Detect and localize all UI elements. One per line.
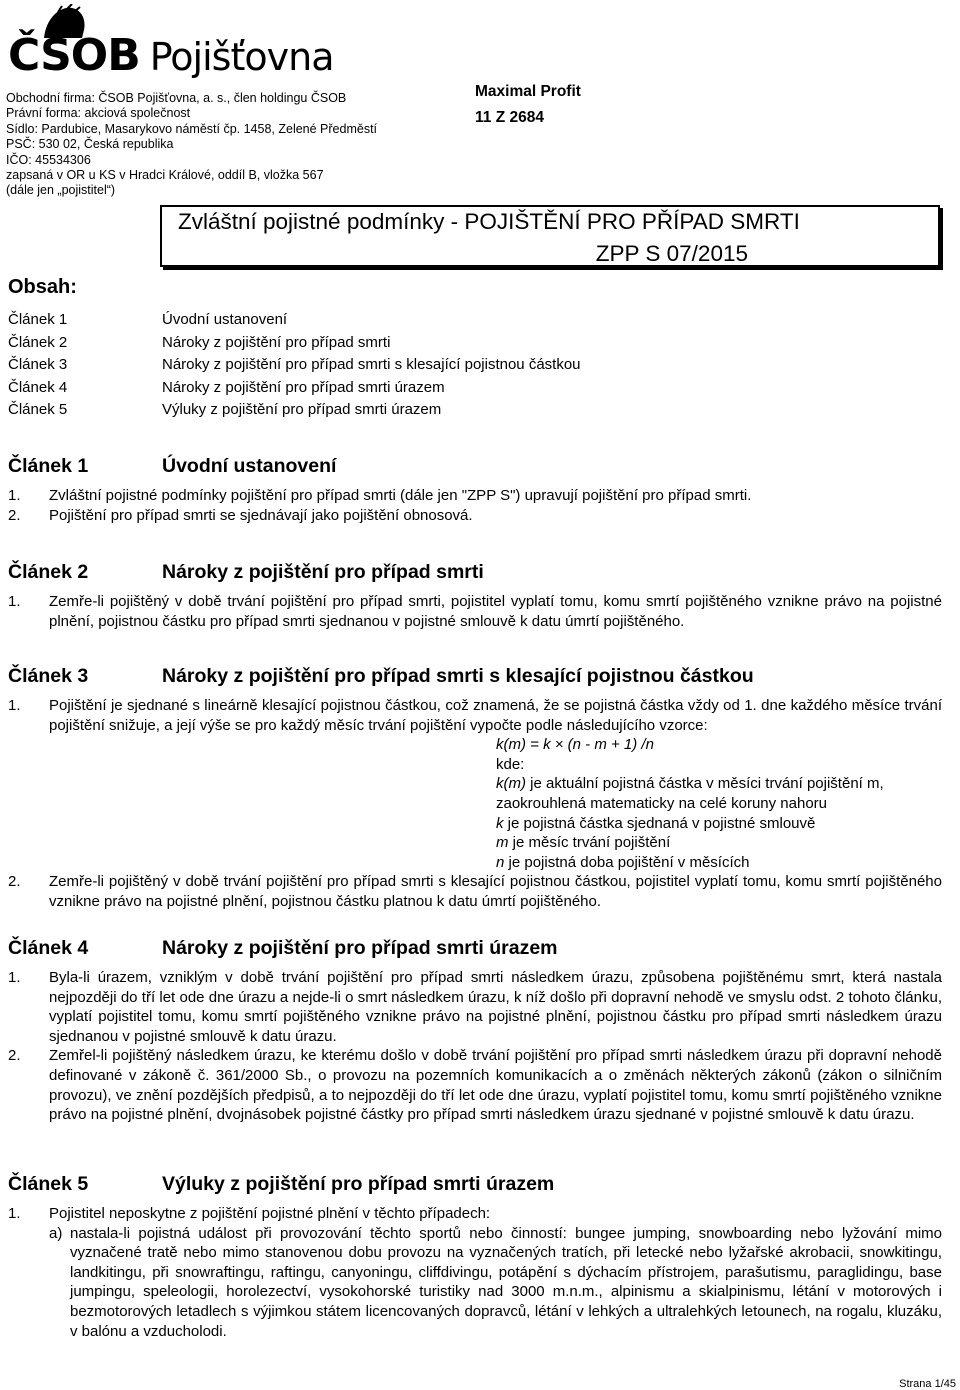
article-2-body: [8, 592, 942, 631]
sub-paragraph: [8, 1224, 942, 1342]
toc-item-title: Úvodní ustanovení: [162, 311, 288, 328]
logo-wordmark: [8, 30, 334, 81]
article-title: Nároky z pojištění pro případ smrti úrazem: [162, 937, 558, 959]
formula-def-km: [496, 774, 946, 794]
article-title: Nároky z pojištění pro případ smrti s klesající pojistnou částkou: [162, 665, 754, 687]
document-title: Zvláštní pojistné podmínky - POJIŠTĚNÍ PRO PŘÍPAD SMRTI: [178, 209, 800, 234]
toc-item-number: Článek 4: [8, 378, 68, 396]
paragraph: [8, 1204, 942, 1224]
definition: je měsíc trvání pojištění: [508, 834, 671, 852]
definition: je aktuální pojistná částka v měsíci trvání pojištění m,: [526, 775, 884, 793]
toc-heading: Obsah:: [8, 276, 77, 298]
paragraph: [8, 506, 942, 526]
article-3-body: [8, 696, 942, 912]
paragraph-text: Zvláštní pojistné podmínky pojištění pro případ smrti (dále jen "ZPP S") upravují pojištění pro případ smrti.: [49, 487, 752, 504]
paragraph-number: 2.: [8, 506, 21, 524]
paragraph: [8, 486, 942, 506]
company-line: (dále jen „pojistitel“): [6, 183, 116, 198]
paragraph: [8, 968, 942, 1046]
product-code: 11 Z 2684: [475, 109, 544, 126]
paragraph-text: Pojištění pro případ smrti se sjednávají jako pojištění obnosová.: [49, 506, 473, 524]
paragraph-text: Zemřel-li pojištěný následkem úrazu, ke kterému došlo v době trvání pojištění pro případ smrti následkem úrazu při dopravní nehodě definované v zákoně č. 361/2000 Sb., o provozu na pozemních komunikacích a o změnách některých zákonů (zákon o silničním provozu), ve znění pozdějších předpisů, a to nejpozději do tří let ode dne úrazu, vyplatí pojistitel tomu, komu smrtí pojištěného vznikne právo na pojistné plnění, dvojnásobek pojistné částky pro případ smrti následkem úrazu sjednané v pojistné smlouvě k datu úrazu.: [49, 1047, 942, 1124]
document-code: ZPP S 07/2015: [595, 241, 748, 266]
article-label: Článek 1: [8, 455, 89, 477]
paragraph: [8, 872, 942, 911]
symbol: k: [496, 814, 504, 832]
formula-def-n: [496, 853, 946, 873]
toc-item-title: Nároky z pojištění pro případ smrti: [162, 333, 391, 351]
formula-def-km-cont: zaokrouhlená matematicky na celé koruny nahoru: [496, 794, 828, 812]
paragraph-text: Pojistitel neposkytne z pojištění pojistné plnění v těchto případech:: [49, 1205, 491, 1222]
toc-item-number: Článek 2: [8, 333, 68, 351]
formula-def-k: [496, 814, 946, 834]
paragraph: [8, 696, 942, 735]
definition: je pojistná částka sjednaná v pojistné smlouvě: [503, 814, 816, 832]
company-line: IČO: 45534306: [6, 152, 91, 167]
paragraph-number: 1.: [8, 593, 21, 610]
company-line: zapsaná v OR u KS v Hradci Králové, oddíl B, vložka 567: [6, 168, 324, 183]
logo-sub: Pojišťovna: [149, 35, 334, 79]
paragraph-number: 1.: [8, 697, 21, 714]
symbol: m: [496, 834, 509, 852]
article-5-body: [8, 1204, 942, 1341]
paragraph-number: 1.: [8, 1205, 21, 1222]
logo-brand: ČSOB: [8, 30, 140, 81]
paragraph-number: 2.: [8, 873, 21, 891]
paragraph-number: 1.: [8, 969, 21, 986]
document-title-box: [160, 205, 940, 267]
formula-block: [496, 735, 946, 872]
company-line: Právní forma: akciová společnost: [6, 106, 191, 121]
formula-def-m: [496, 833, 946, 853]
paragraph-text: Byla-li úrazem, vzniklým v době trvání pojištění pro případ smrti následkem úrazu, způsobena pojištěnému smrt, která nastala nejpozději do tří let ode dne úrazu a nejde-li o smrt následkem úrazu, k níž došlo při dopravní nehodě ve smyslu odst. 2 tohoto článku, vyplatí pojistitel tomu, komu smrtí pojištěného vznikne právo na pojistné plnění, pojistnou částku pro případ smrti následkem úrazu sjednanou v pojistné smlouvě k datu úrazu.: [49, 969, 942, 1045]
sub-paragraph-letter: a): [49, 1224, 63, 1242]
formula-kde: kde:: [496, 755, 525, 773]
definition: je pojistná doba pojištění v měsících: [504, 853, 750, 871]
paragraph-number: 2.: [8, 1047, 21, 1065]
symbol: n: [496, 853, 505, 871]
product-info: [475, 79, 581, 131]
toc-item-title: Výluky z pojištění pro případ smrti úrazem: [162, 401, 442, 418]
article-title: Výluky z pojištění pro případ smrti úrazem: [162, 1173, 555, 1195]
article-label: Článek 3: [8, 665, 89, 687]
paragraph-text: Zemře-li pojištěný v době trvání pojištění pro případ smrti s klesající pojistnou částkou, pojistitel vyplatí tomu, komu smrtí pojištěného vznikne právo na pojistné plnění, pojistnou částku platnou k datu úmrtí pojištěného.: [49, 873, 942, 910]
paragraph-text: Pojištění je sjednané s lineárně klesající pojistnou částkou, což znamená, že se pojistná částka vždy od 1. dne každého měsíce trvání pojištění snižuje, a její výše se pro každý měsíc trvání pojištění vypočte podle následujícího vzorce:: [49, 697, 942, 734]
company-line: PSČ: 530 02, Česká republika: [6, 137, 174, 152]
company-line: Sídlo: Pardubice, Masarykovo náměstí čp. 1458, Zelené Předměstí: [6, 121, 378, 136]
toc-item-title: Nároky z pojištění pro případ smrti úrazem: [162, 378, 445, 396]
paragraph: [8, 592, 942, 631]
article-label: Článek 2: [8, 561, 89, 583]
paragraph-number: 1.: [8, 487, 21, 504]
article-title: Nároky z pojištění pro případ smrti: [162, 561, 484, 583]
company-line: Obchodní firma: ČSOB Pojišťovna, a. s., člen holdingu ČSOB: [6, 91, 347, 105]
csob-logo: [8, 4, 334, 84]
company-info: [6, 91, 377, 199]
symbol: k(m): [496, 775, 526, 793]
article-label: Článek 4: [8, 937, 89, 959]
toc-item-title: Nároky z pojištění pro případ smrti s klesající pojistnou částkou: [162, 356, 581, 373]
formula-expression: k(m) = k × (n - m + 1) /n: [496, 736, 654, 754]
paragraph: [8, 1046, 942, 1124]
article-4-body: [8, 968, 942, 1125]
product-name: Maximal Profit: [475, 83, 581, 100]
toc-item-number: Článek 1: [8, 311, 68, 328]
article-title: Úvodní ustanovení: [162, 455, 337, 477]
toc-item-number: Článek 5: [8, 401, 68, 418]
paragraph-text: Zemře-li pojištěný v době trvání pojištění pro případ smrti, pojistitel vyplatí tomu, komu smrtí pojištěného vznikne právo na pojistné plnění, pojistnou částku pro případ smrti sjednanou v pojistné smlouvě k datu úmrtí pojištěného.: [49, 593, 942, 630]
article-label: Článek 5: [8, 1173, 89, 1195]
article-1-body: [8, 486, 942, 525]
toc-item-number: Článek 3: [8, 356, 68, 373]
page-number: Strana 1/45: [899, 1378, 956, 1390]
sub-paragraph-text: nastala-li pojistná událost při provozování těchto sportů nebo činností: bungee jumping, snowboarding nebo lyžování mimo vyznačené tratě nebo mimo stanovenou dobu provozu na vyznačených tratích, při letecké nebo lyžařské akrobacii, snowkitingu, landkitingu, při snowraftingu, raftingu, canyoningu, cliffdivingu, potápění s dýchacím přístrojem, parašutismu, paraglidingu, base jumpingu, speleologii, horolezectví, vysokohorské turistiky nad 3000 m.n.m., alpinismu a skialpinismu, létání v motorových i bezmotorových letadlech s výjimkou státem licencovaných dopravců, létání v lehkých a ultralehkých letounech, na rogalu, kluzáku, v balónu a vzducholodi.: [70, 1224, 942, 1340]
